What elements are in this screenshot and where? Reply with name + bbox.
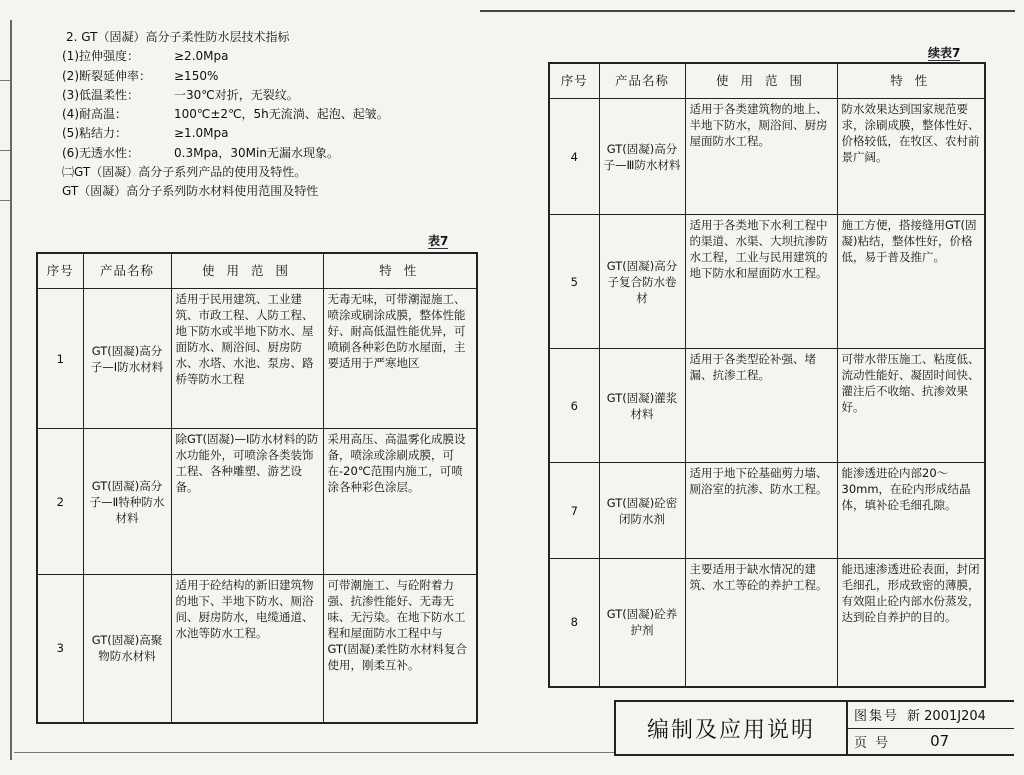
table-row xyxy=(549,349,985,463)
row-usage: 适用于各类型砼补强、堵漏、抗渗工程。 xyxy=(685,349,837,463)
row-feature: 无毒无味，可带潮湿施工、喷涂或刷涂成膜，整体性能好、耐高低温性能优异，可喷刷各种彩色防水屋面，主要适用于严寒地区 xyxy=(323,289,477,429)
row-feature: 施工方便，搭接缝用GT(固凝)粘结，整体性好，价格低，易于普及推广。 xyxy=(837,215,985,349)
spec-label: (6)无透水性： xyxy=(62,145,139,160)
col-header-name: 产品名称 xyxy=(599,63,685,99)
spec-item xyxy=(62,86,462,105)
table-row xyxy=(37,289,477,429)
row-no: 6 xyxy=(549,349,599,463)
page-number-value: 07 xyxy=(930,732,950,751)
margin-tick xyxy=(0,80,10,81)
table-row xyxy=(549,559,985,687)
atlas-number-value: 新 2001J204 xyxy=(907,709,986,725)
table-header-row xyxy=(37,253,477,289)
spec-item xyxy=(62,144,462,163)
row-no: 5 xyxy=(549,215,599,349)
spec-item xyxy=(62,124,462,143)
spec-value: 100℃±2℃，5h无流淌、起泡、起皱。 xyxy=(174,107,389,122)
spec-label: (1)拉伸强度： xyxy=(62,49,139,64)
spec-label: (3)低温柔性： xyxy=(62,87,139,102)
spec-item xyxy=(62,47,462,66)
table-row xyxy=(549,215,985,349)
row-usage: 适用于各类地下水利工程中的渠道、水渠、大坝抗渗防水工程，工业与民用建筑的地下防水和屋面防水工程。 xyxy=(685,215,837,349)
technical-specs xyxy=(62,28,462,202)
row-feature: 可带潮施工、与砼附着力强、抗渗性能好、无毒无味、无污染。在地下防水工程和屋面防水工程中与GT(固凝)柔性防水材料复合使用，刚柔互补。 xyxy=(323,575,477,723)
table-header-row xyxy=(549,63,985,99)
row-feature: 能迅速渗透进砼表面，封闭毛细孔，形成致密的薄膜，有效阻止砼内部水份蒸发，达到砼自养护的目的。 xyxy=(837,559,985,687)
top-border-line xyxy=(480,10,1015,12)
row-no: 4 xyxy=(549,99,599,215)
table-row xyxy=(37,429,477,575)
page-number-line xyxy=(848,728,1014,755)
spec-value: 一30℃对折，无裂纹。 xyxy=(174,87,299,102)
bottom-border-line xyxy=(14,752,614,753)
table-row xyxy=(549,463,985,559)
product-table-2 xyxy=(548,62,986,688)
row-name: GT(固凝)高分子复合防水卷材 xyxy=(599,215,685,349)
section-title: ㈡GT（固凝）高分子系列产品的使用及特性。 xyxy=(62,165,307,180)
product-table-1 xyxy=(36,252,478,724)
spec-item xyxy=(62,105,462,124)
left-margin-line xyxy=(10,20,12,760)
col-header-feature: 特 性 xyxy=(323,253,477,289)
row-no: 1 xyxy=(37,289,83,429)
row-name: GT(固凝)高聚物防水材料 xyxy=(83,575,171,723)
col-header-no: 序号 xyxy=(549,63,599,99)
col-header-usage: 使 用 范 围 xyxy=(171,253,323,289)
col-header-no: 序号 xyxy=(37,253,83,289)
row-feature: 采用高压、高温雾化成膜设备，喷涂或涂刷成膜，可在-20℃范围内施工，可喷涂各种彩色涂层。 xyxy=(323,429,477,575)
table-caption: GT（固凝）高分子系列防水材料使用范围及特性 xyxy=(62,184,319,199)
spec-value: ≥2.0Mpa xyxy=(174,49,229,64)
row-no: 2 xyxy=(37,429,83,575)
document-title: 编制及应用说明 xyxy=(616,702,848,754)
title-block-info xyxy=(848,702,1014,754)
row-usage: 适用于地下砼基础剪力墙、厕浴室的抗渗、防水工程。 xyxy=(685,463,837,559)
row-usage: 适用于各类建筑物的地上、半地下防水，厕浴间、厨房屋面防水工程。 xyxy=(685,99,837,215)
specs-heading: 2. GT（固凝）高分子柔性防水层技术指标 xyxy=(66,30,290,44)
row-usage: 主要适用于缺水情况的建筑、水工等砼的养护工程。 xyxy=(685,559,837,687)
page-number-label: 页 号 xyxy=(854,735,891,751)
spec-value: ≥1.0Mpa xyxy=(174,126,229,141)
col-header-name: 产品名称 xyxy=(83,253,171,289)
row-usage: 除GT(固凝)—Ⅰ防水材料的防水功能外，可喷涂各类装饰工程、各种雕塑、游艺设备。 xyxy=(171,429,323,575)
row-usage: 适用于砼结构的新旧建筑物的地下、半地下防水、厕浴间、厨房防水，电缆通道、水池等防水工程。 xyxy=(171,575,323,723)
spec-label: (4)耐高温： xyxy=(62,107,127,122)
table2-tag: 续表7 xyxy=(928,46,961,60)
table1-tag: 表7 xyxy=(428,234,449,248)
row-name: GT(固凝)灌浆材料 xyxy=(599,349,685,463)
row-no: 8 xyxy=(549,559,599,687)
margin-tick xyxy=(0,150,10,151)
row-name: GT(固凝)砼密闭防水剂 xyxy=(599,463,685,559)
row-name: GT(固凝)高分子—Ⅱ特种防水材料 xyxy=(83,429,171,575)
table-row xyxy=(37,575,477,723)
row-name: GT(固凝)高分子—Ⅲ防水材料 xyxy=(599,99,685,215)
title-block xyxy=(614,700,1014,756)
table-row xyxy=(549,99,985,215)
spec-label: (5)粘结力： xyxy=(62,126,127,141)
row-no: 3 xyxy=(37,575,83,723)
row-no: 7 xyxy=(549,463,599,559)
row-feature: 可带水带压施工、粘度低、流动性能好、凝固时间快、灌注后不收缩、抗渗效果好。 xyxy=(837,349,985,463)
spec-value: 0.3Mpa，30Min无漏水现象。 xyxy=(174,145,339,160)
atlas-number-label: 图集号 xyxy=(854,709,900,725)
row-feature: 能渗透进砼内部20～30mm，在砼内形成结晶体，填补砼毛细孔隙。 xyxy=(837,463,985,559)
atlas-number-line xyxy=(848,702,1014,728)
row-name: GT(固凝)砼养护剂 xyxy=(599,559,685,687)
spec-label: (2)断裂延伸率： xyxy=(62,68,151,83)
col-header-feature: 特 性 xyxy=(837,63,985,99)
row-name: GT(固凝)高分子—Ⅰ防水材料 xyxy=(83,289,171,429)
row-feature: 防水效果达到国家规范要求，涂刷成膜，整体性好、价格较低，在牧区、农村前景广阔。 xyxy=(837,99,985,215)
col-header-usage: 使 用 范 围 xyxy=(685,63,837,99)
row-usage: 适用于民用建筑、工业建筑、市政工程、人防工程、地下防水或半地下防水、屋面防水、厕浴间、厨房防水、水塔、水池、泵房、路桥等防水工程 xyxy=(171,289,323,429)
margin-tick xyxy=(0,200,10,201)
spec-value: ≥150% xyxy=(174,68,219,83)
spec-item xyxy=(62,67,462,86)
